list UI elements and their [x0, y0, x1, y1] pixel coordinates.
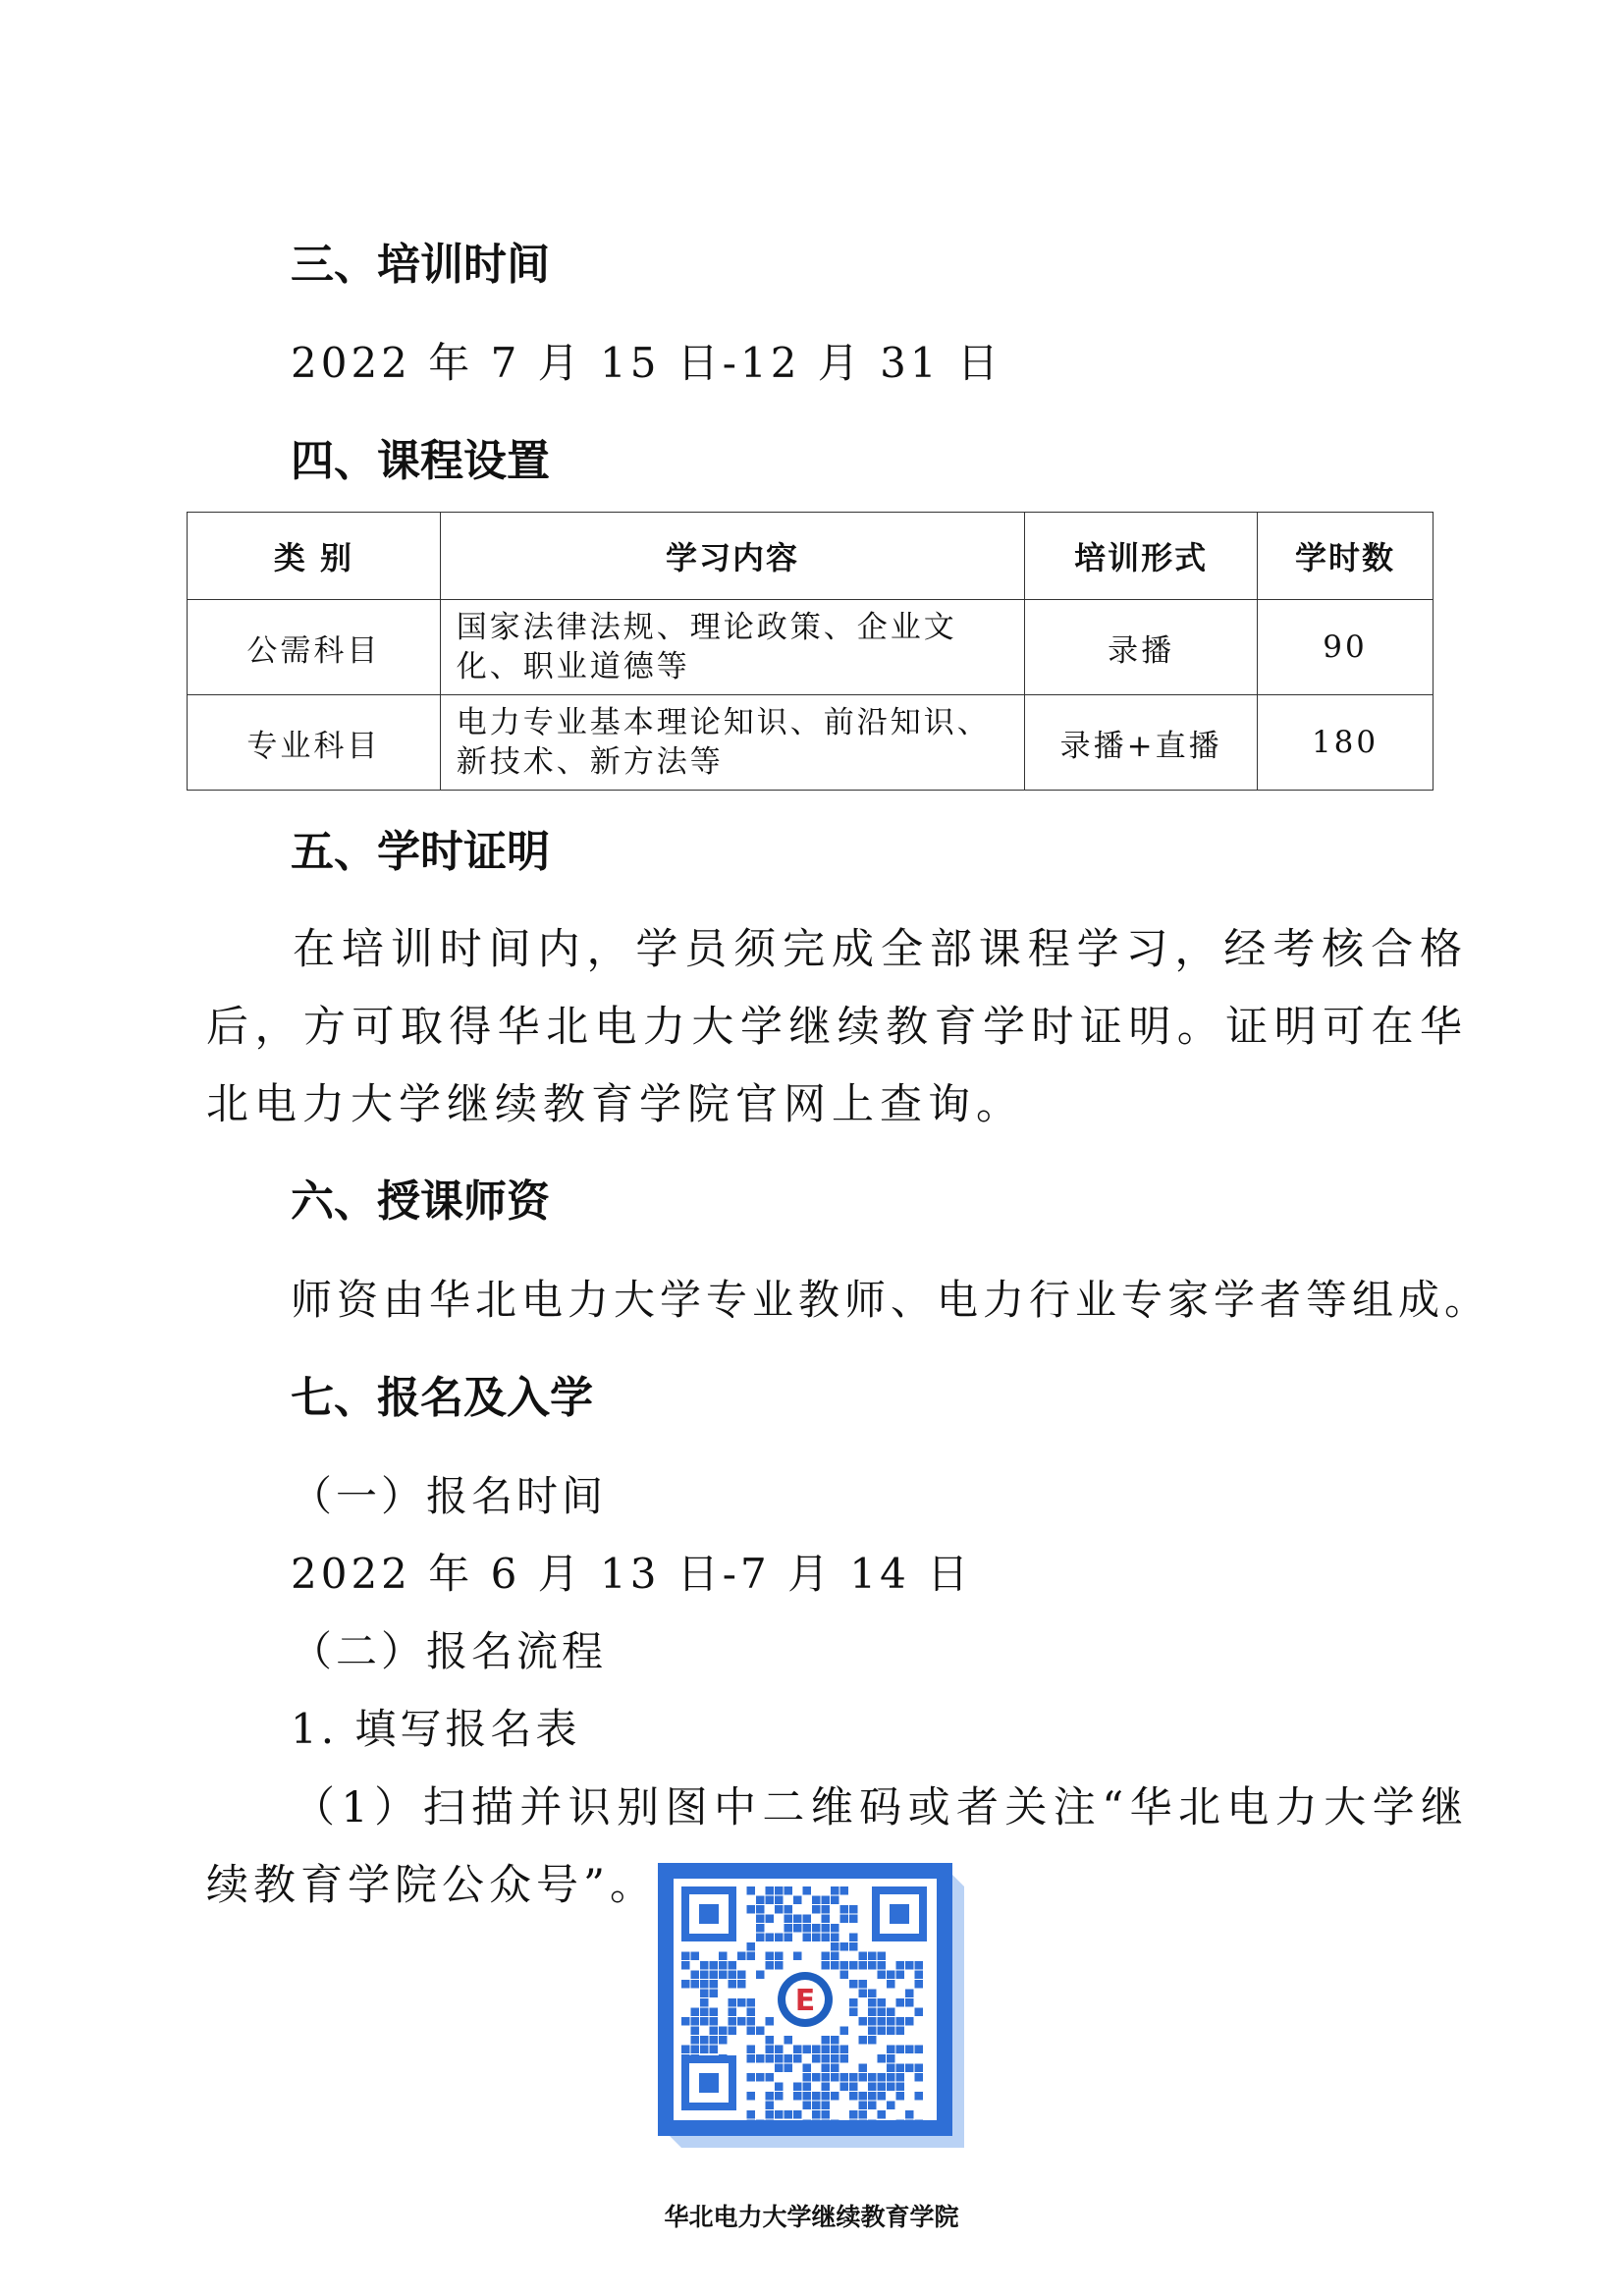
qr-code-image	[658, 1863, 964, 2148]
col-header-hours: 学时数	[1258, 513, 1434, 600]
heading-registration: 七、报名及入学	[291, 1373, 593, 1423]
cell-category: 公需科目	[188, 600, 441, 695]
heading-course-setup: 四、课程设置	[291, 436, 550, 486]
table-row	[188, 600, 1434, 695]
subheading-registration-time: （一）报名时间	[291, 1472, 608, 1520]
training-dates: 2022 年 7 月 15 日-12 月 31 日	[291, 339, 1002, 387]
table-header-row	[188, 513, 1434, 600]
qr-logo-letter: E	[794, 1984, 816, 2018]
teachers-text: 师资由华北电力大学专业教师、电力行业专家学者等组成。	[291, 1276, 1491, 1324]
cell-hours: 90	[1258, 600, 1434, 695]
cell-content: 电力专业基本理论知识、前沿知识、新技术、新方法等	[440, 695, 1024, 791]
col-header-content: 学习内容	[440, 513, 1024, 600]
heading-teachers: 六、授课师资	[291, 1176, 550, 1227]
heading-training-time: 三、培训时间	[291, 240, 550, 290]
table-row	[188, 695, 1434, 791]
heading-hours-certificate: 五、学时证明	[291, 827, 550, 877]
subheading-registration-process: （二）报名流程	[291, 1627, 608, 1675]
cell-hours: 180	[1258, 695, 1434, 791]
cell-category: 专业科目	[188, 695, 441, 791]
certificate-paragraph: 在培训时间内，学员须完成全部课程学习，经考核合格后，方可取得华北电力大学继续教育学时证明。证明可在华北电力大学继续教育学院官网上查询。	[206, 925, 1468, 1129]
qr-code[interactable]	[658, 1863, 964, 2148]
registration-dates: 2022 年 6 月 13 日-7 月 14 日	[291, 1550, 973, 1598]
qr-caption: 华北电力大学继续教育学院	[664, 2203, 959, 2231]
step-scan-qr: （1）扫描并识别图中二维码或者关注“华北电力大学继续教育学院公众号”。	[206, 1783, 1468, 1910]
col-header-format: 培训形式	[1025, 513, 1258, 600]
col-header-category: 类 别	[188, 513, 441, 600]
cell-content: 国家法律法规、理论政策、企业文化、职业道德等	[440, 600, 1024, 695]
step-fill-form: 1. 填写报名表	[291, 1705, 581, 1753]
cell-format: 录播+直播	[1025, 695, 1258, 791]
cell-format: 录播	[1025, 600, 1258, 695]
course-table	[187, 512, 1434, 791]
